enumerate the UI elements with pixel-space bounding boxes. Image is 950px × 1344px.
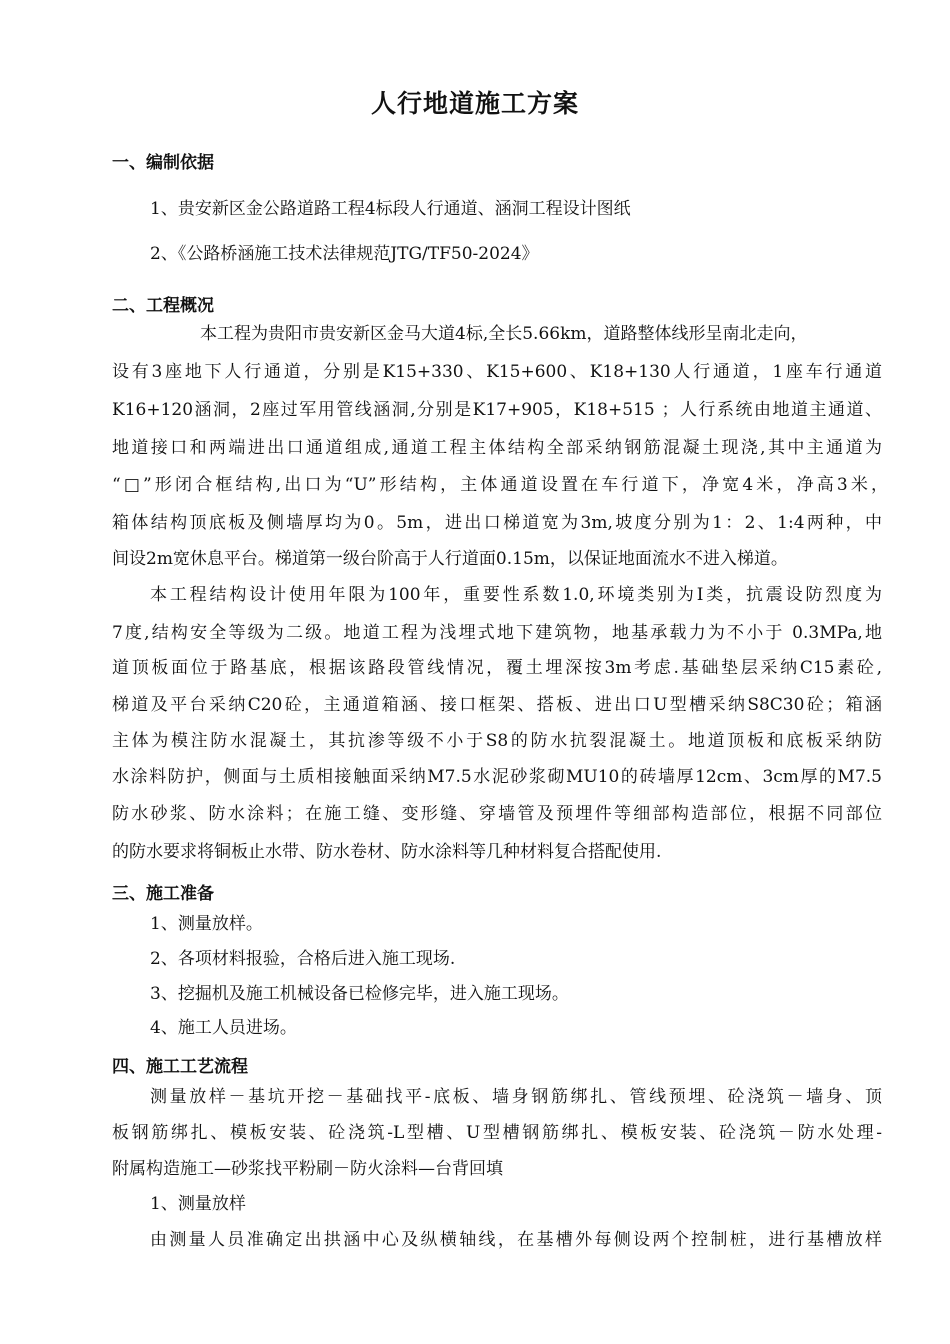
process-flow-line: 测量放样－基坑开挖－基础找平-底板、墙身钢筋绑扎、管线预埋、砼浇筑－墙身、顶 xyxy=(150,1087,882,1107)
preparation-item-1: 1、测量放样。 xyxy=(150,914,263,934)
preparation-item-3: 3、挖掘机及施工机械设备已检修完毕，进入施工现场。 xyxy=(150,984,569,1004)
overview-p1-line: “□”形闭合框结构,出口为“U”形结构，主体通道设置在车行道下，净宽4米，净高3米， xyxy=(112,475,888,495)
overview-p2-line: 道顶板面位于路基底，根据该路段管线情况，覆土埋深按3m考虑.基础垫层采纳C15素砼, xyxy=(112,658,882,678)
preparation-item-4: 4、施工人员进场。 xyxy=(150,1018,297,1038)
overview-p1-line: 本工程为贵阳市贵安新区金马大道4标,全长5.66km，道路整体线形呈南北走向， xyxy=(200,324,808,344)
overview-p2-line: 防水砂浆、防水涂料；在施工缝、变形缝、穿墙管及预埋件等细部构造部位，根据不同部位 xyxy=(112,804,882,824)
overview-p1-line: 地道接口和两端进出口通道组成,通道工程主体结构全部采纳钢筋混凝土现浇,其中主通道为 xyxy=(112,438,882,458)
overview-p2-line: 梯道及平台采纳C20砼，主通道箱涵、接口框架、搭板、进出口U型槽采纳S8C30砼；箱涵 xyxy=(112,695,882,715)
overview-p1-line: 箱体结构顶底板及侧墙厚均为0。5m，进出口梯道宽为3m,坡度分别为1：2、1:4两种，中 xyxy=(112,513,882,533)
section-heading-process: 四、施工工艺流程 xyxy=(112,1057,248,1077)
process-flow-line: 附属构造施工—砂浆找平粉刷－防火涂料—台背回填 xyxy=(112,1159,503,1179)
process-flow-line: 板钢筋绑扎、模板安装、砼浇筑-L型槽、U型槽钢筋绑扎、模板安装、砼浇筑－防水处理- xyxy=(112,1123,882,1143)
overview-p1-line: 设有3座地下人行通道，分别是K15+330、K15+600、K18+130人行通道，1座车行通道 xyxy=(112,362,882,382)
overview-p2-line: 的防水要求将铜板止水带、防水卷材、防水涂料等几种材料复合搭配使用. xyxy=(112,842,662,862)
overview-p2-line: 主体为模注防水混凝土，其抗渗等级不小于S8的防水抗裂混凝土。地道顶板和底板采纳防 xyxy=(112,731,882,751)
overview-p1-line: 间设2m宽休息平台。梯道第一级台阶高于人行道面0.15m，以保证地面流水不进入梯道。 xyxy=(112,549,788,569)
section-heading-basis: 一、编制依据 xyxy=(112,153,214,173)
document-title: 人行地道施工方案 xyxy=(370,89,579,118)
process-survey-line: 由测量人员准确定出拱涵中心及纵横轴线，在基槽外每侧设两个控制桩，进行基槽放样 xyxy=(150,1230,882,1250)
preparation-item-2: 2、各项材料报验，合格后进入施工现场. xyxy=(150,949,456,969)
overview-p2-line: 水涂料防护，侧面与土质相接触面采纳M7.5水泥砂浆砌MU10的砖墙厚12cm、3cm厚的M7.5 xyxy=(112,767,882,787)
overview-p2-line: 本工程结构设计使用年限为100年，重要性系数1.0,环境类别为Ⅰ类，抗震设防烈度为 xyxy=(150,585,882,605)
basis-item-1: 1、贵安新区金公路道路工程4标段人行通道、涵洞工程设计图纸 xyxy=(150,199,631,219)
process-subheading-survey: 1、测量放样 xyxy=(150,1194,246,1214)
section-heading-overview: 二、工程概况 xyxy=(112,296,214,316)
section-heading-preparation: 三、施工准备 xyxy=(112,884,214,904)
overview-p2-line: 7度,结构安全等级为二级。地道工程为浅埋式地下建筑物，地基承载力为不小于 0.3MPa,地 xyxy=(112,623,882,643)
basis-item-2: 2、《公路桥涵施工技术法律规范JTG/TF50-2024》 xyxy=(150,244,539,264)
overview-p1-line: K16+120涵洞，2座过军用管线涵洞,分别是K17+905，K18+515 ；人行系统由地道主通道、 xyxy=(112,400,882,420)
